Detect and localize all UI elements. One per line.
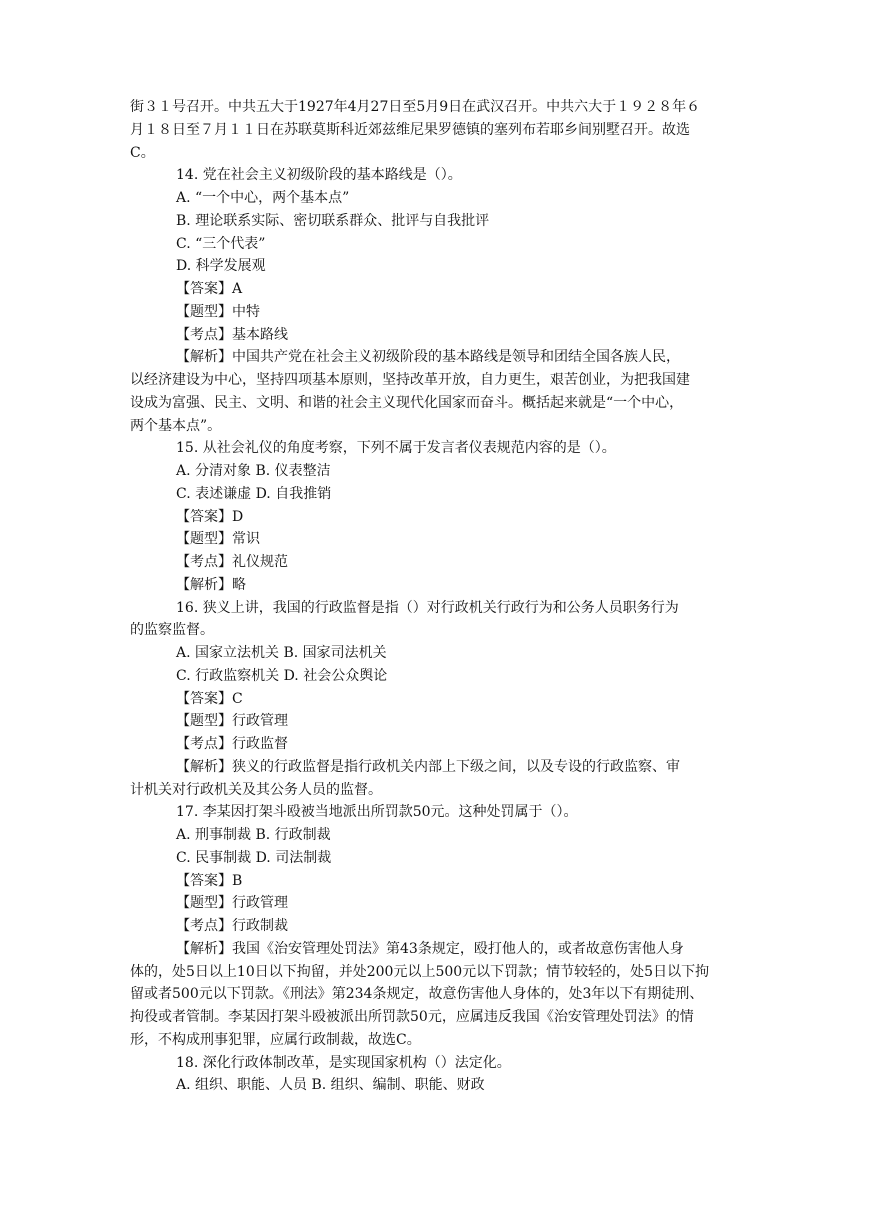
- document-page: [130, 96, 736, 1097]
- text-line: 【解析】略: [176, 576, 246, 593]
- text-line: 形，不构成刑事犯罪，应属行政制裁，故选C。: [130, 1031, 421, 1048]
- text-line: 体的，处5日以上10日以下拘留，并处200元以上500元以下罚款；情节较轻的，处5日以下拘: [130, 963, 710, 980]
- text-line: 月１８日至７月１１日在苏联莫斯科近郊兹维尼果罗德镇的塞列布若耶乡间别墅召开。故选: [130, 121, 690, 138]
- text-line: A. “一个中心，两个基本点”: [176, 190, 350, 206]
- text-line: 计机关对行政机关及其公务人员的监督。: [130, 781, 382, 798]
- text-line: 以经济建设为中心，坚持四项基本原则，坚持改革开放，自力更生，艰苦创业，为把我国建: [130, 372, 690, 388]
- text-line: 的监察监督。: [130, 622, 214, 639]
- text-line: A. 分清对象 B. 仪表整洁: [176, 463, 331, 479]
- text-line: 【考点】行政监督: [176, 736, 288, 752]
- text-line: D. 科学发展观: [176, 258, 266, 275]
- text-line: 【解析】中国共产党在社会主义初级阶段的基本路线是领导和团结全国各族人民，: [176, 349, 680, 366]
- text-line: A. 国家立法机关 B. 国家司法机关: [176, 645, 387, 661]
- text-line: 【答案】D: [176, 508, 244, 525]
- text-line: B. 理论联系实际、密切联系群众、批评与自我批评: [176, 212, 490, 229]
- text-line: C. “三个代表”: [176, 235, 266, 252]
- text-line: 【考点】礼仪规范: [176, 554, 288, 570]
- text-line: 留或者500元以下罚款。《刑法》第234条规定，故意伤害他人身体的，处3年以下有期徒刑、: [130, 986, 704, 1003]
- text-line: A. 刑事制裁 B. 行政制裁: [176, 827, 331, 843]
- text-line: 街３１号召开。中共五大于1927年4月27日至5月9日在武汉召开。中共六大于１９２８年６: [130, 99, 701, 115]
- text-line: C. 行政监察机关 D. 社会公众舆论: [176, 667, 388, 684]
- text-line: 【题型】行政管理: [176, 713, 288, 730]
- text-line: 16. 狭义上讲，我国的行政监督是指（）对行政机关行政行为和公务人员职务行为: [176, 599, 679, 616]
- text-line: 设成为富强、民主、文明、和谐的社会主义现代化国家而奋斗。概括起来就是“一个中心，: [130, 394, 684, 411]
- text-line: 拘役或者管制。李某因打架斗殴被派出所罚款50元，应属违反我国《治安管理处罚法》的情: [130, 1009, 694, 1025]
- text-line: 14. 党在社会主义初级阶段的基本路线是（）。: [176, 167, 462, 184]
- text-line: C. 表述谦虚 D. 自我推销: [176, 485, 332, 502]
- text-line: A. 组织、职能、人员 B. 组织、编制、职能、财政: [176, 1077, 485, 1094]
- text-line: 【考点】基本路线: [176, 326, 288, 343]
- text-line: 【答案】C: [176, 690, 243, 707]
- text-line: 17. 李某因打架斗殴被当地派出所罚款50元。这种处罚属于（）。: [176, 804, 578, 821]
- text-line: 【题型】行政管理: [176, 895, 288, 912]
- text-line: C。: [130, 144, 155, 161]
- text-line: 15. 从社会礼仪的角度考察，下列不属于发言者仪表规范内容的是（）。: [176, 440, 616, 457]
- text-line: 【解析】我国《治安管理处罚法》第43条规定，殴打他人的，或者故意伤害他人身: [176, 940, 684, 957]
- text-line: 【考点】行政制裁: [176, 918, 288, 934]
- text-line: 【答案】B: [176, 872, 243, 889]
- text-line: 【解析】狭义的行政监督是指行政机关内部上下级之间，以及专设的行政监察、审: [176, 758, 680, 775]
- text-line: 【题型】常识: [176, 531, 260, 548]
- text-line: 两个基本点”。: [130, 417, 222, 434]
- text-line: C. 民事制裁 D. 司法制裁: [176, 849, 332, 866]
- text-line: 18. 深化行政体制改革，是实现国家机构（）法定化。: [176, 1054, 511, 1071]
- text-line: 【题型】中特: [176, 303, 260, 320]
- text-line: 【答案】A: [176, 281, 243, 297]
